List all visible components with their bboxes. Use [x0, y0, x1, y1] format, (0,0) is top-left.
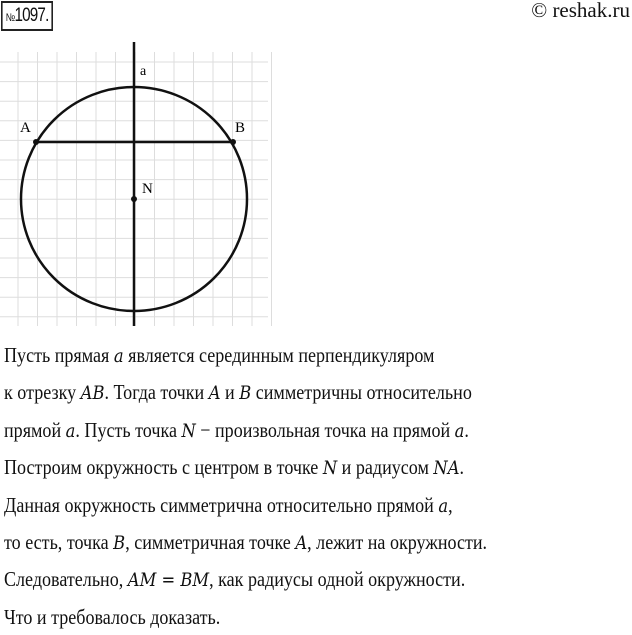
text-segment: Построим окружность с центром в точке [4, 455, 323, 480]
text-segment: то есть, точка [4, 530, 114, 555]
text-segment: Следовательно, [4, 567, 128, 592]
math-variable: B [113, 532, 126, 555]
math-variable: a [454, 419, 465, 442]
solution-line [4, 599, 487, 635]
solution-line [4, 337, 487, 374]
text-segment: и радиусом [337, 455, 434, 480]
problem-number: №1097. [1, 1, 53, 31]
math-variable: A [208, 382, 221, 405]
math-variable: a [65, 419, 76, 442]
text-segment: − произвольная точка на прямой [195, 417, 455, 442]
text-segment: . Пусть точка [75, 417, 182, 442]
text-segment: является серединным перпендикуляром [123, 343, 435, 367]
point-a [33, 139, 39, 145]
text-segment: и [220, 380, 240, 405]
text-segment: к отрезку [4, 380, 81, 405]
text-segment: прямой [4, 417, 66, 442]
math-variable: N [181, 419, 196, 442]
math-variable: a [113, 345, 124, 367]
text-segment: . Тогда точки [104, 380, 209, 405]
text-segment: , как радиусы одной окружности. [209, 567, 466, 592]
text-segment: Что и требовалось доказать. [4, 604, 221, 629]
text-segment: , симметричная точке [125, 530, 296, 555]
solution-line [4, 524, 487, 561]
solution-line [4, 561, 487, 598]
label-point-a: A [20, 120, 31, 136]
solution-line [4, 487, 487, 524]
math-variable: AB [80, 382, 105, 405]
site-brand: © reshak.ru [531, 0, 630, 22]
grid [0, 52, 272, 326]
text-segment: . [459, 455, 465, 480]
text-segment: Пусть прямая [4, 343, 114, 367]
math-variable: NA [433, 457, 460, 480]
geometry-figure [0, 40, 280, 330]
label-a-line: a [140, 64, 147, 79]
math-variable: AM = BM [127, 569, 210, 592]
math-variable: B [239, 382, 252, 405]
point-b [230, 139, 236, 145]
text-segment: , [448, 492, 453, 517]
solution-text [4, 337, 566, 635]
label-point-n: N [142, 181, 153, 197]
point-n [131, 196, 137, 202]
label-point-b: B [235, 120, 246, 136]
text-segment: симметричны относительно [251, 380, 472, 405]
text-segment: . [464, 417, 469, 442]
math-variable: A [295, 532, 308, 555]
math-variable: a [438, 494, 449, 517]
math-variable: N [322, 457, 338, 480]
solution-line [4, 449, 487, 486]
text-segment: , лежит на окружности. [307, 530, 488, 555]
solution-line [4, 374, 487, 411]
text-segment: Данная окружность симметрична относительно прямой [4, 492, 439, 517]
solution-line [4, 412, 487, 449]
